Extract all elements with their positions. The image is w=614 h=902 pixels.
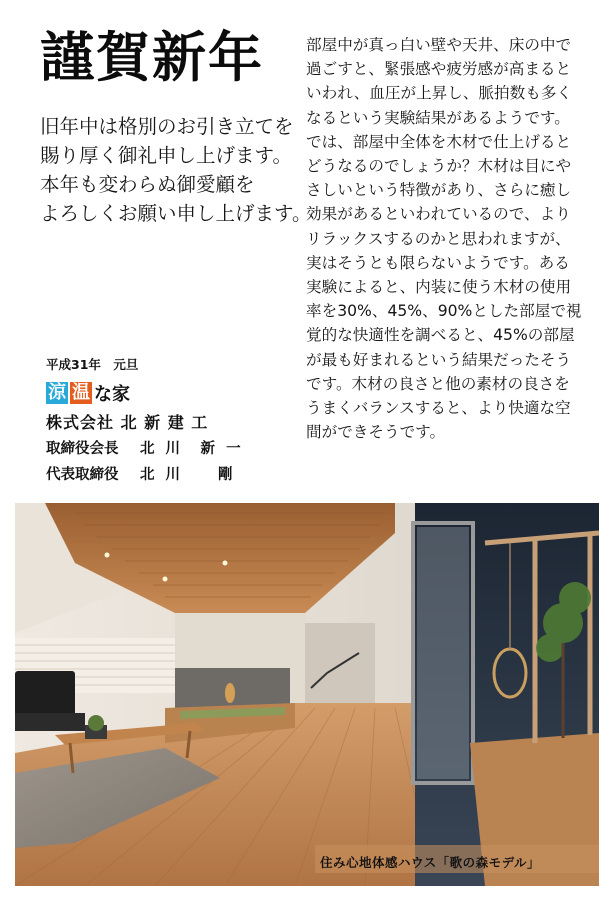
article-text: 部屋中が真っ白い壁や天井、床の中で過ごすと、緊張感や疲労感が高まるといわれ、血圧が上昇し、脈拍数も多くなるという実験結果があるようです。では、部屋中全体を木材で仕上げるとどうなるのでしょうか？木材は目にやさしいという特徴があり、さらに癒し効果があるといわれているので、よりリラックスするのかと思われますが、実はそうとも限らないようです。ある実験によると、内装に使う木材の使用率を30%、45%、90%とした部屋で視覚的な快適性を調べると、45%の部屋が最も好まれるという結果だったそうです。木材の良さと他の素材の良さをうまくバランスすると、より快適な空間ができそうです。 xyxy=(306,36,582,442)
signature-date: 平成31年 元旦 xyxy=(46,357,139,372)
photo-sofa-seat xyxy=(15,713,85,731)
signatory-role: 代表取締役 xyxy=(46,467,119,483)
signatory-name: 北 川 剛 xyxy=(140,467,236,483)
photo-plant xyxy=(88,715,104,731)
greeting-line: 本年も変わらぬ御愛顧を xyxy=(40,173,255,196)
signature-block xyxy=(46,354,296,488)
brand-logo-warm-char: 温 xyxy=(72,382,90,403)
signatory-row xyxy=(46,462,296,488)
greeting-message xyxy=(40,112,312,228)
signatory-row xyxy=(46,436,296,462)
photo-vase xyxy=(225,683,235,703)
greeting-line: 賜り厚く御礼申し上げます。 xyxy=(40,144,292,167)
company-name: 株式会社 北 新 建 工 xyxy=(46,413,209,432)
photo-stair-area xyxy=(305,623,375,713)
brand-logo xyxy=(46,378,296,408)
greeting-line: 旧年中は格別のお引き立てを xyxy=(40,115,294,138)
signatory-role: 取締役会長 xyxy=(46,441,119,457)
interior-photo xyxy=(15,503,599,886)
brand-logo-cool-char: 涼 xyxy=(48,382,66,403)
photo-glass-pane xyxy=(417,527,469,779)
photo-caption: 住み心地体感ハウス「歌の森モデル」 xyxy=(320,855,541,870)
greeting-line: よろしくお願い申し上げます。 xyxy=(40,202,312,225)
brand-logo-rest: な家 xyxy=(94,384,130,405)
page-title: 謹賀新年 xyxy=(40,25,264,89)
signatory-name: 北 川 新 一 xyxy=(140,441,244,457)
